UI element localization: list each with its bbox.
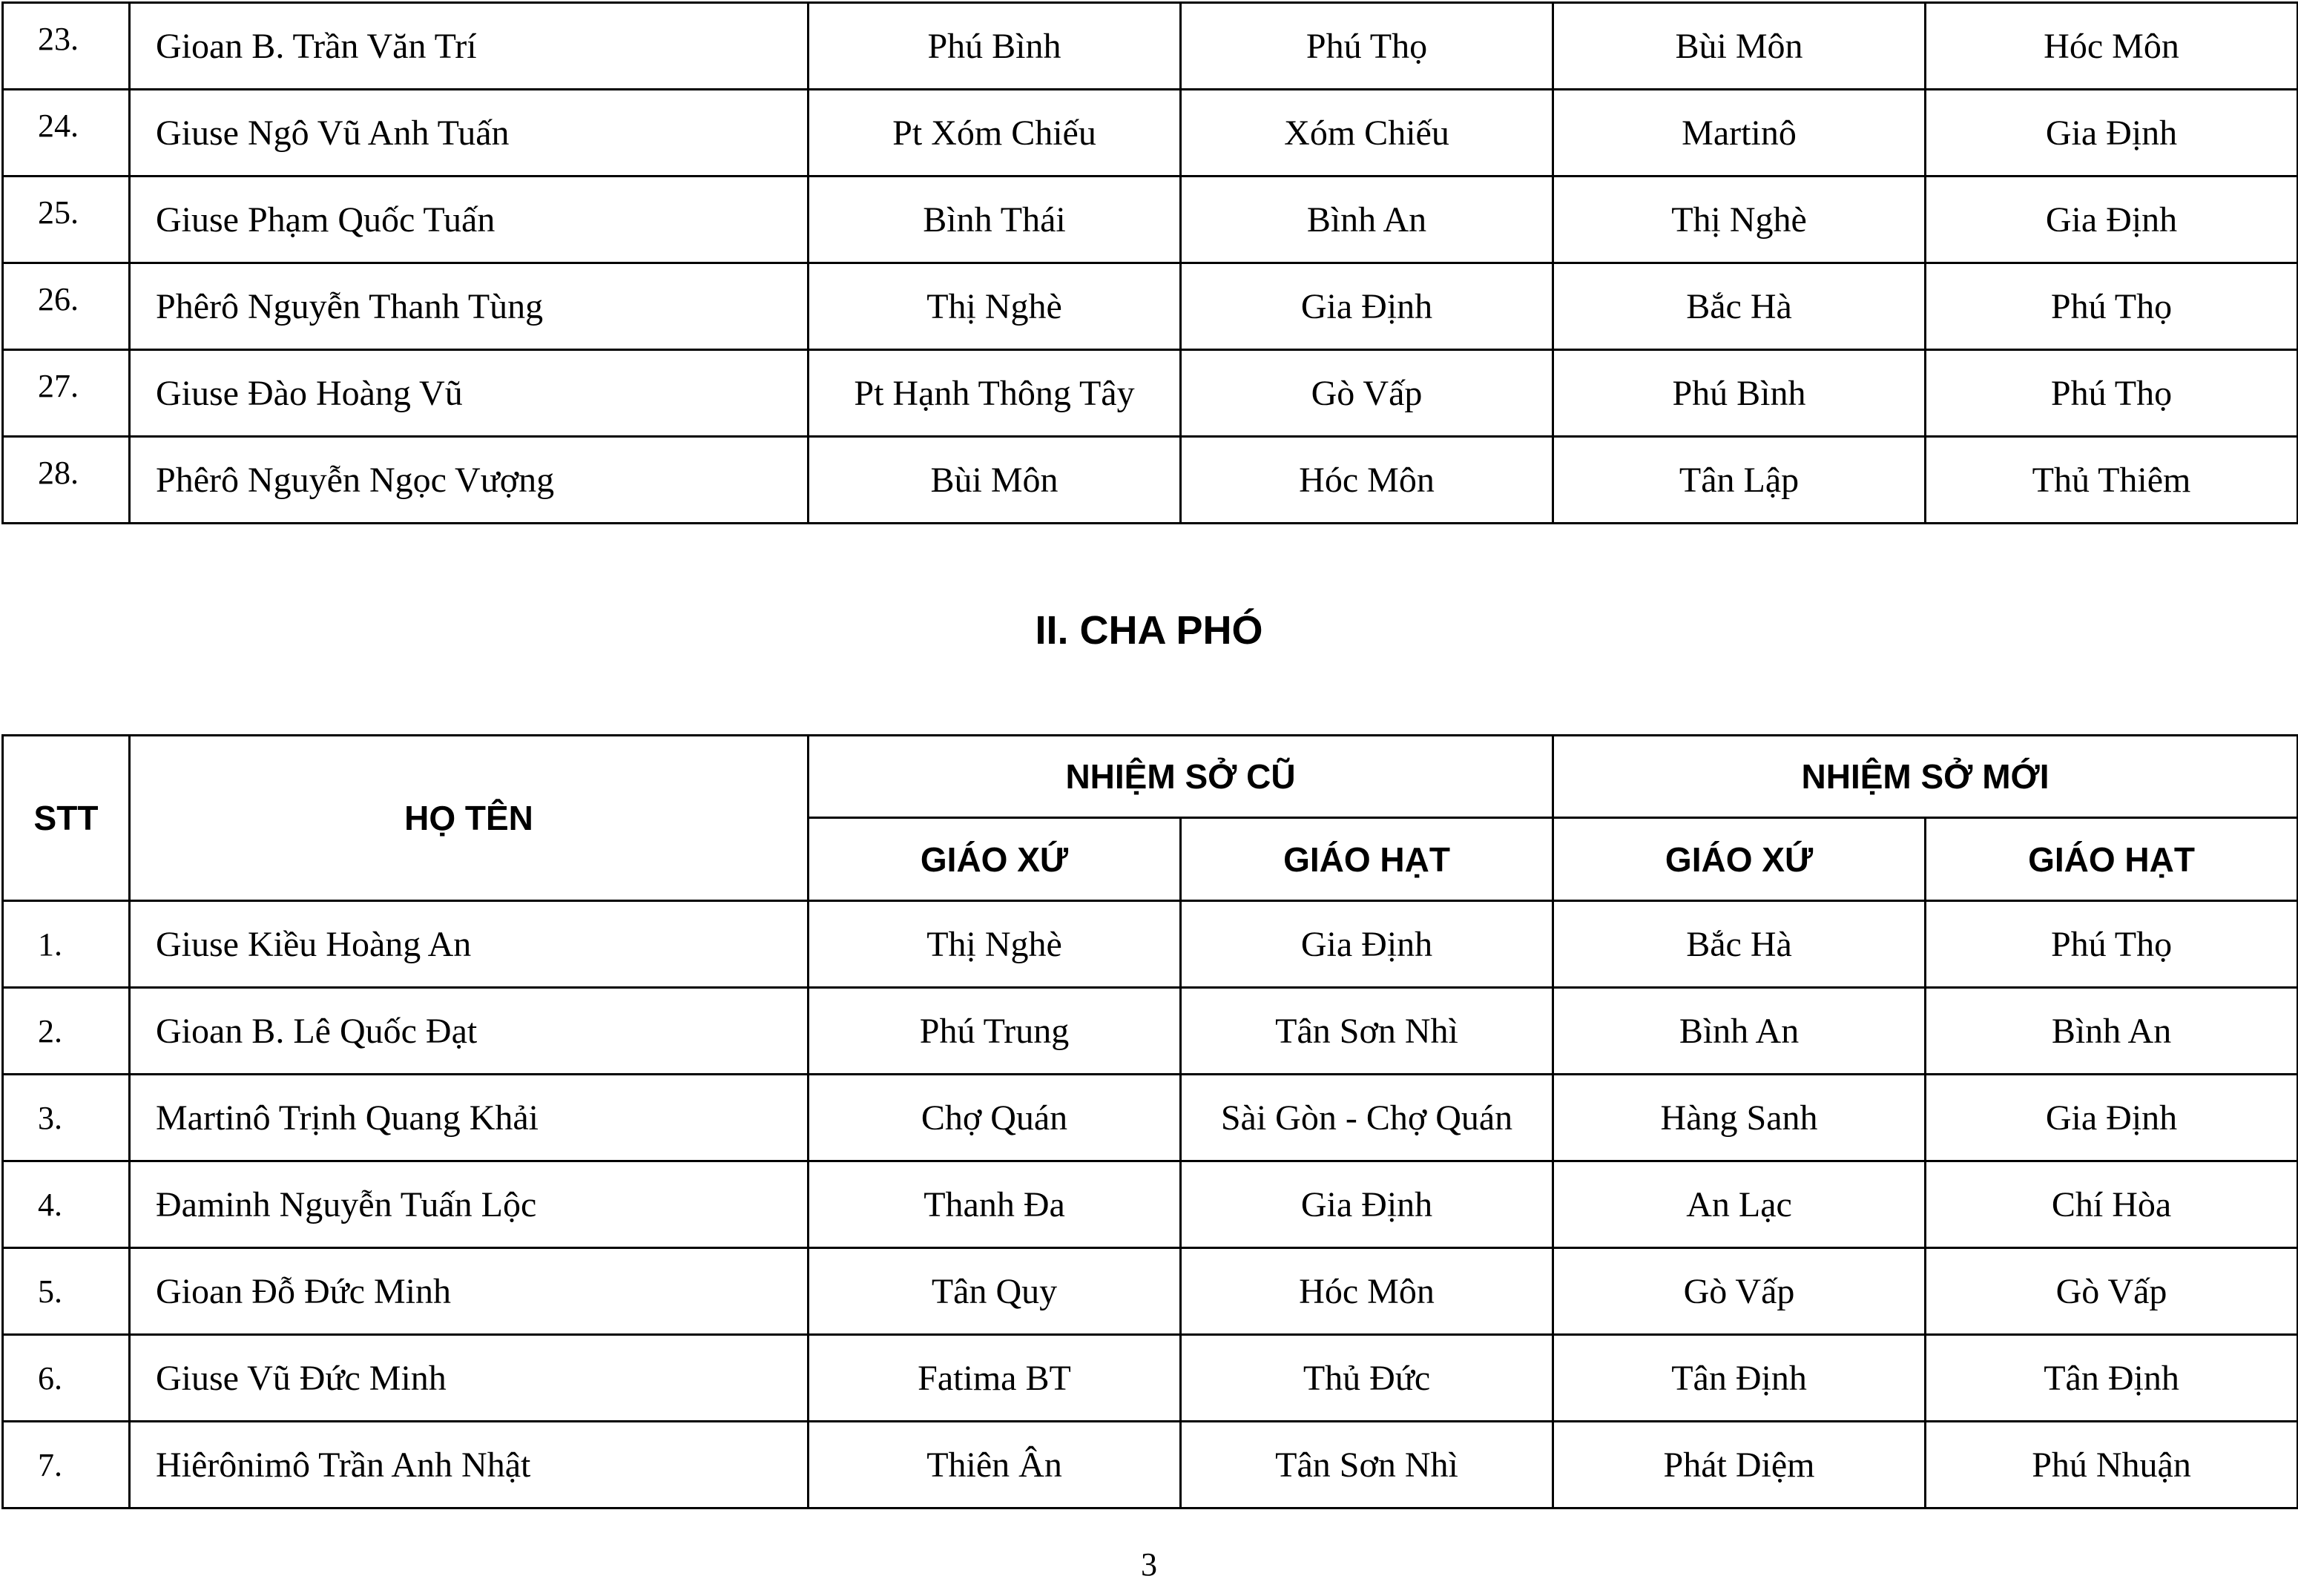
priest-name: Gioan Đỗ Đức Minh: [130, 1248, 809, 1335]
old-deanery: Tân Sơn Nhì: [1181, 988, 1553, 1075]
new-parish: Bùi Môn: [1553, 3, 1926, 90]
row-number: 27.: [3, 350, 130, 437]
row-number: 7.: [3, 1422, 130, 1508]
table-row: [3, 90, 2298, 177]
new-deanery: Hóc Môn: [1926, 3, 2298, 90]
new-deanery: Phú Thọ: [1926, 901, 2298, 988]
row-number: 25.: [3, 177, 130, 263]
priest-name: Giuse Ngô Vũ Anh Tuấn: [130, 90, 809, 177]
old-deanery: Bình An: [1181, 177, 1553, 263]
row-number: 28.: [3, 437, 130, 524]
row-number: 3.: [3, 1075, 130, 1161]
new-parish: Bình An: [1553, 988, 1926, 1075]
new-parish: Tân Định: [1553, 1335, 1926, 1422]
priest-name: Đaminh Nguyễn Tuấn Lộc: [130, 1161, 809, 1248]
row-number: 24.: [3, 90, 130, 177]
new-deanery: Gò Vấp: [1926, 1248, 2298, 1335]
row-number: 2.: [3, 988, 130, 1075]
priest-name: Giuse Vũ Đức Minh: [130, 1335, 809, 1422]
old-deanery: Gia Định: [1181, 901, 1553, 988]
new-deanery: Phú Thọ: [1926, 263, 2298, 350]
table-row: [3, 437, 2298, 524]
column-header-stt: STT: [3, 736, 130, 901]
table-body: [3, 901, 2298, 1508]
column-group-new-assignment: NHIỆM SỞ MỚI: [1553, 736, 2298, 818]
old-deanery: Gò Vấp: [1181, 350, 1553, 437]
table-row: [3, 177, 2298, 263]
row-number: 6.: [3, 1335, 130, 1422]
old-deanery: Hóc Môn: [1181, 437, 1553, 524]
new-deanery: Phú Nhuận: [1926, 1422, 2298, 1508]
new-parish: Bắc Hà: [1553, 263, 1926, 350]
old-parish: Thiên Ân: [809, 1422, 1181, 1508]
old-deanery: Xóm Chiếu: [1181, 90, 1553, 177]
table-row: [3, 350, 2298, 437]
old-deanery: Hóc Môn: [1181, 1248, 1553, 1335]
new-parish: Tân Lập: [1553, 437, 1926, 524]
old-deanery: Phú Thọ: [1181, 3, 1553, 90]
table-row: [3, 1075, 2298, 1161]
table-row: [3, 263, 2298, 350]
priest-name: Hiêrônimô Trần Anh Nhật: [130, 1422, 809, 1508]
old-deanery: Gia Định: [1181, 263, 1553, 350]
section-title: II. CHA PHÓ: [1035, 608, 1263, 653]
new-deanery: Tân Định: [1926, 1335, 2298, 1422]
priest-name: Giuse Đào Hoàng Vũ: [130, 350, 809, 437]
new-parish: Hàng Sanh: [1553, 1075, 1926, 1161]
row-number: 26.: [3, 263, 130, 350]
new-parish: Phú Bình: [1553, 350, 1926, 437]
old-deanery: Tân Sơn Nhì: [1181, 1422, 1553, 1508]
table-row: [3, 988, 2298, 1075]
new-parish: Thị Nghè: [1553, 177, 1926, 263]
table-row: [3, 901, 2298, 988]
old-parish: Pt Xóm Chiếu: [809, 90, 1181, 177]
new-deanery: Gia Định: [1926, 1075, 2298, 1161]
old-deanery: Gia Định: [1181, 1161, 1553, 1248]
table-header: [3, 736, 2298, 901]
column-header-old-deanery: GIÁO HẠT: [1181, 818, 1553, 901]
row-number: 23.: [3, 3, 130, 90]
table-row: [3, 1161, 2298, 1248]
old-parish: Pt Hạnh Thông Tây: [809, 350, 1181, 437]
table-row: [3, 3, 2298, 90]
old-parish: Phú Bình: [809, 3, 1181, 90]
new-deanery: Chí Hòa: [1926, 1161, 2298, 1248]
table-row: [3, 1335, 2298, 1422]
new-parish: Bắc Hà: [1553, 901, 1926, 988]
priest-name: Phêrô Nguyễn Thanh Tùng: [130, 263, 809, 350]
header-row: [3, 736, 2298, 818]
old-parish: Phú Trung: [809, 988, 1181, 1075]
old-deanery: Thủ Đức: [1181, 1335, 1553, 1422]
new-parish: An Lạc: [1553, 1161, 1926, 1248]
new-deanery: Bình An: [1926, 988, 2298, 1075]
priest-name: Giuse Kiều Hoàng An: [130, 901, 809, 988]
table-row: [3, 1248, 2298, 1335]
old-parish: Fatima BT: [809, 1335, 1181, 1422]
priest-name: Gioan B. Trần Văn Trí: [130, 3, 809, 90]
priest-name: Giuse Phạm Quốc Tuấn: [130, 177, 809, 263]
old-parish: Chợ Quán: [809, 1075, 1181, 1161]
new-parish: Gò Vấp: [1553, 1248, 1926, 1335]
old-parish: Thanh Đa: [809, 1161, 1181, 1248]
column-header-name: HỌ TÊN: [130, 736, 809, 901]
row-number: 4.: [3, 1161, 130, 1248]
new-deanery: Thủ Thiêm: [1926, 437, 2298, 524]
old-deanery: Sài Gòn - Chợ Quán: [1181, 1075, 1553, 1161]
priest-name: Phêrô Nguyễn Ngọc Vượng: [130, 437, 809, 524]
new-deanery: Gia Định: [1926, 90, 2298, 177]
old-parish: Thị Nghè: [809, 901, 1181, 988]
table-row: [3, 1422, 2298, 1508]
old-parish: Tân Quy: [809, 1248, 1181, 1335]
assignment-table-continued: [1, 1, 2298, 524]
column-header-new-parish: GIÁO XỨ: [1553, 818, 1926, 901]
column-header-new-deanery: GIÁO HẠT: [1926, 818, 2298, 901]
column-header-old-parish: GIÁO XỨ: [809, 818, 1181, 901]
new-deanery: Phú Thọ: [1926, 350, 2298, 437]
new-deanery: Gia Định: [1926, 177, 2298, 263]
priest-name: Martinô Trịnh Quang Khải: [130, 1075, 809, 1161]
table-body: [3, 3, 2298, 524]
old-parish: Thị Nghè: [809, 263, 1181, 350]
assignment-table-cha-pho: [1, 734, 2298, 1509]
old-parish: Bùi Môn: [809, 437, 1181, 524]
row-number: 5.: [3, 1248, 130, 1335]
column-group-old-assignment: NHIỆM SỞ CŨ: [809, 736, 1553, 818]
new-parish: Phát Diệm: [1553, 1422, 1926, 1508]
old-parish: Bình Thái: [809, 177, 1181, 263]
page-number: 3: [1141, 1546, 1157, 1583]
priest-name: Gioan B. Lê Quốc Đạt: [130, 988, 809, 1075]
row-number: 1.: [3, 901, 130, 988]
new-parish: Martinô: [1553, 90, 1926, 177]
